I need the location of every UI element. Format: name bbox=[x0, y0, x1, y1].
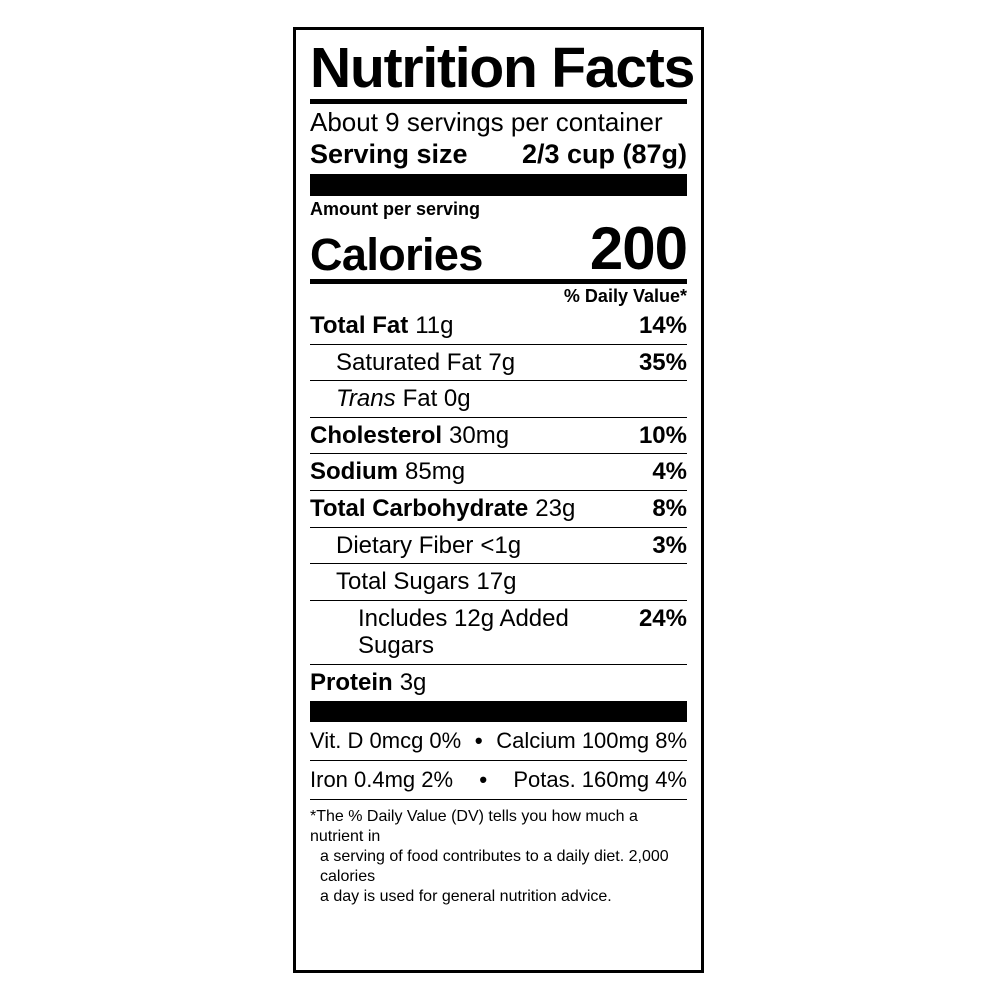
nutrient-row bbox=[310, 418, 687, 455]
nutrient-amount: 3g bbox=[399, 668, 427, 696]
nutrient-daily-value: 10% bbox=[638, 421, 687, 449]
servings-per-container: About 9 servings per container bbox=[310, 107, 663, 137]
nutrient-label bbox=[310, 605, 639, 660]
nutrient-name: Saturated Fat bbox=[336, 348, 482, 376]
nutrient-label bbox=[310, 568, 516, 596]
calories-row bbox=[310, 214, 687, 282]
nutrient-amount: 85mg bbox=[405, 458, 466, 486]
nutrient-name: Total Fat bbox=[310, 311, 409, 339]
daily-value-header: % Daily Value* bbox=[563, 285, 687, 306]
nutrient-row bbox=[310, 665, 687, 702]
nutrient-name: Dietary Fiber bbox=[336, 531, 474, 559]
nutrient-label bbox=[310, 312, 453, 340]
divider-thick-top bbox=[310, 174, 687, 196]
micronutrient-separator: • bbox=[474, 727, 483, 753]
micronutrient-right: Calcium 100mg 8% bbox=[496, 727, 687, 753]
nutrient-daily-value: 24% bbox=[638, 604, 687, 632]
nutrient-row bbox=[310, 381, 687, 418]
nutrient-row bbox=[310, 454, 687, 491]
nutrient-row bbox=[310, 528, 687, 565]
nutrient-row bbox=[310, 491, 687, 528]
nutrient-name: Cholesterol bbox=[310, 421, 443, 449]
nutrient-amount: 17g bbox=[476, 568, 517, 596]
page-title: Nutrition Facts bbox=[310, 36, 695, 100]
nutrient-name: Trans bbox=[336, 385, 396, 413]
nutrient-amount: Fat 0g bbox=[402, 385, 471, 413]
serving-size-row bbox=[310, 138, 687, 174]
nutrient-daily-value: 35% bbox=[638, 348, 687, 376]
micronutrient-left: Iron 0.4mg 2% bbox=[310, 766, 454, 792]
nutrient-label bbox=[310, 495, 575, 523]
nutrient-amount: 30mg bbox=[449, 421, 510, 449]
micronutrient-row bbox=[310, 722, 687, 761]
nutrient-row bbox=[310, 345, 687, 382]
micronutrient-list bbox=[310, 722, 687, 800]
nutrient-label bbox=[310, 422, 509, 450]
micronutrient-left: Vit. D 0mcg 0% bbox=[310, 727, 462, 753]
micronutrient-separator: • bbox=[479, 766, 488, 792]
nutrient-row bbox=[310, 564, 687, 601]
nutrient-amount: 7g bbox=[488, 348, 516, 376]
nutrient-name: Sodium bbox=[310, 458, 398, 486]
footnote-line-3: a day is used for general nutrition advice. bbox=[320, 887, 612, 905]
nutrient-amount: 11g bbox=[415, 311, 454, 339]
serving-size-label: Serving size bbox=[310, 139, 468, 170]
nutrient-name: Total Carbohydrate bbox=[310, 494, 529, 522]
nutrient-name: Protein bbox=[310, 668, 393, 696]
footnote-line-2: a serving of food contributes to a daily diet. 2,000 calories bbox=[320, 847, 669, 885]
nutrient-daily-value: 14% bbox=[638, 311, 687, 339]
nutrient-daily-value: 3% bbox=[652, 531, 687, 559]
nutrient-row bbox=[310, 601, 687, 665]
footnote bbox=[310, 800, 687, 907]
nutrient-name: Includes 12g Added Sugars bbox=[358, 604, 569, 660]
nutrition-facts-panel bbox=[293, 27, 704, 973]
nutrient-daily-value: 8% bbox=[652, 494, 687, 522]
calories-label: Calories bbox=[310, 229, 483, 281]
nutrient-amount: 23g bbox=[535, 494, 576, 522]
footnote-line-1: *The % Daily Value (DV) tells you how much a nutrient in bbox=[310, 807, 638, 845]
nutrient-row bbox=[310, 308, 687, 345]
nutrient-list bbox=[310, 308, 687, 702]
amount-per-serving-label: Amount per serving bbox=[310, 199, 481, 220]
nutrient-label bbox=[310, 385, 471, 413]
micronutrient-row bbox=[310, 761, 687, 800]
divider-thick-bottom bbox=[310, 702, 687, 722]
calories-value: 200 bbox=[589, 214, 687, 282]
micronutrient-right: Potas. 160mg 4% bbox=[513, 766, 687, 792]
nutrient-daily-value: 4% bbox=[652, 458, 687, 486]
nutrient-label bbox=[310, 458, 465, 486]
nutrient-label bbox=[310, 349, 515, 377]
serving-size-value: 2/3 cup (87g) bbox=[521, 139, 687, 170]
nutrient-amount: <1g bbox=[480, 531, 522, 559]
nutrient-name: Total Sugars bbox=[336, 568, 470, 596]
nutrient-label bbox=[310, 669, 426, 697]
nutrient-label bbox=[310, 532, 521, 560]
